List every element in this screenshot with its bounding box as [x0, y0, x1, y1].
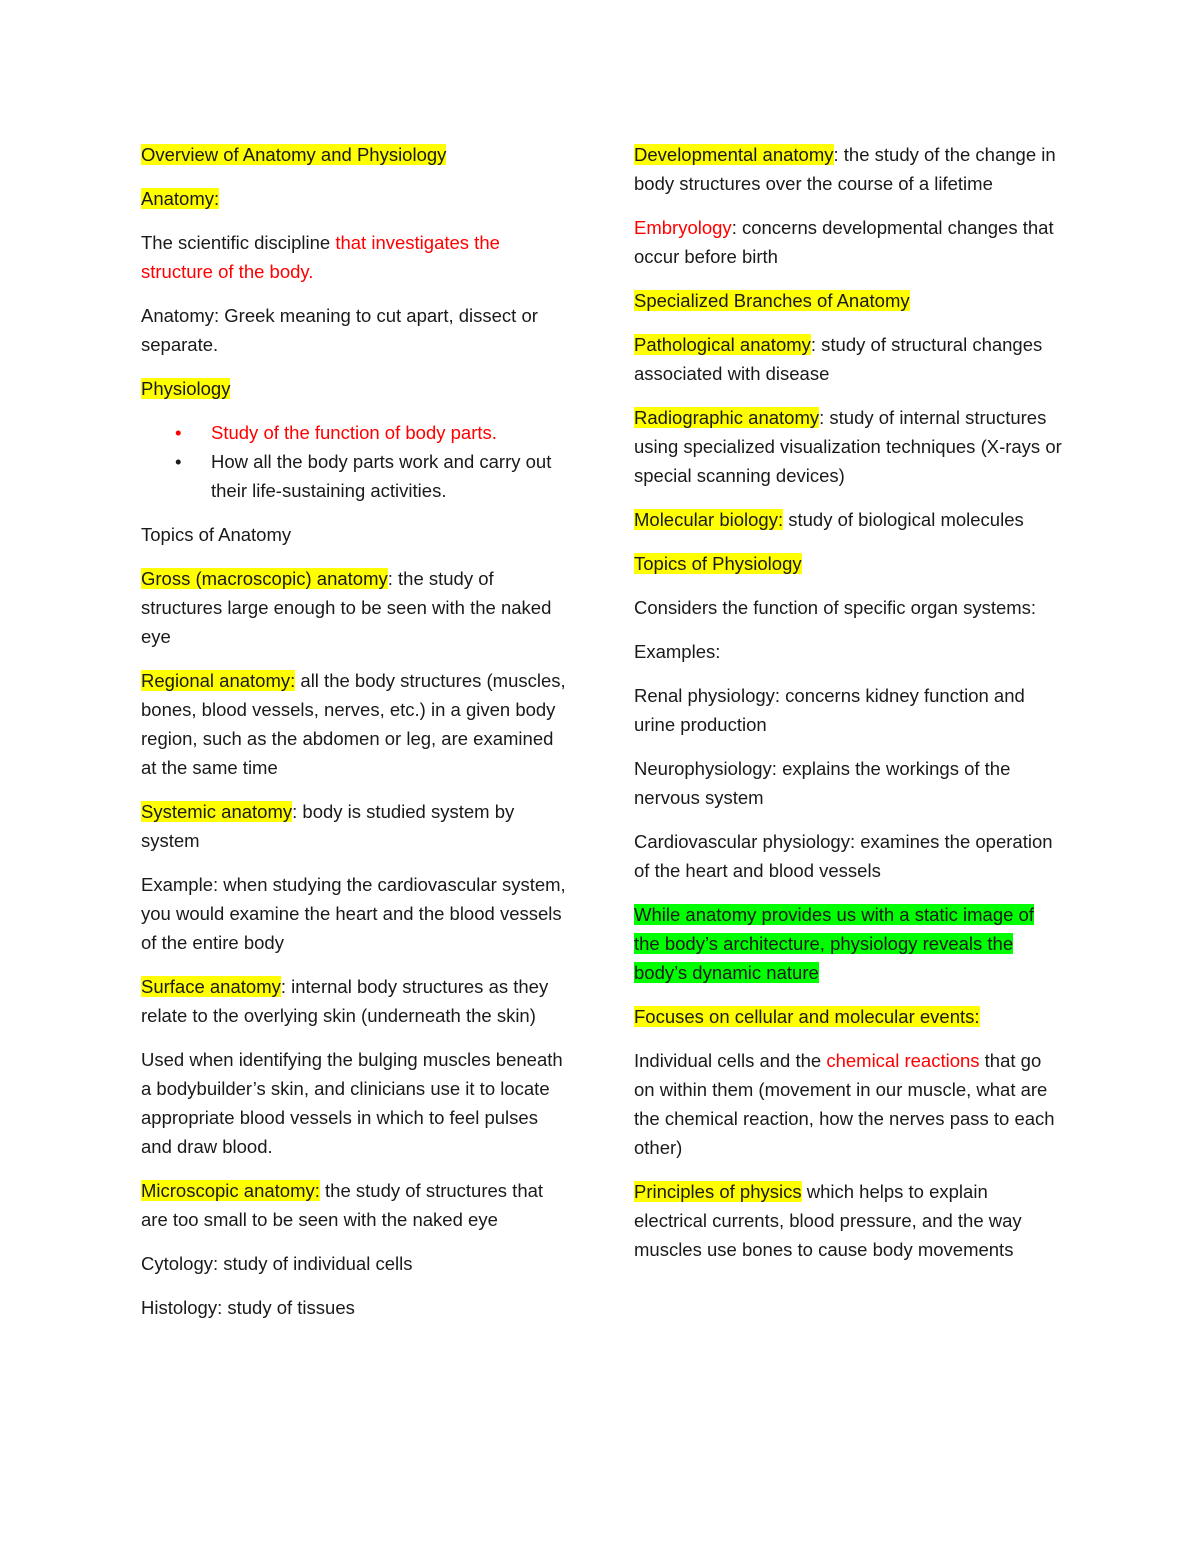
- molecular-biology-entry: Molecular biology: study of biological molecules: [634, 509, 1024, 530]
- focuses-heading: Focuses on cellular and molecular events:: [634, 1006, 980, 1027]
- left-column: [141, 140, 571, 1337]
- topics-of-anatomy-heading: Topics of Anatomy: [141, 524, 292, 545]
- pathological-anatomy-entry: Pathological anatomy: study of structural changes associated with disease: [634, 334, 1043, 384]
- gross-anatomy-entry: Gross (macroscopic) anatomy: the study of structures large enough to be seen with the naked eye: [141, 568, 552, 647]
- cardiovascular-physiology-entry: Cardiovascular physiology: examines the operation of the heart and blood vessels: [634, 831, 1053, 881]
- considers-text: Considers the function of specific organ systems:: [634, 597, 1037, 618]
- developmental-anatomy-entry: Developmental anatomy: the study of the change in body structures over the course of a lifetime: [634, 144, 1056, 194]
- radiographic-anatomy-entry: Radiographic anatomy: study of internal structures using specialized visualization techniques (X-rays or special scanning devices): [634, 407, 1062, 486]
- right-column: [634, 140, 1064, 1279]
- individual-cells-entry: Individual cells and the chemical reactions that go on within them (movement in our muscle, what are the chemical reaction, how the nerves pass to each other): [634, 1050, 1055, 1158]
- neurophysiology-entry: Neurophysiology: explains the workings of the nervous system: [634, 758, 1011, 808]
- specialized-branches-heading: Specialized Branches of Anatomy: [634, 290, 910, 311]
- systemic-example: Example: when studying the cardiovascular system, you would examine the heart and the blood vessels of the entire body: [141, 874, 566, 953]
- examples-label: Examples:: [634, 641, 721, 662]
- microscopic-anatomy-entry: Microscopic anatomy: the study of structures that are too small to be seen with the naked eye: [141, 1180, 544, 1230]
- anatomy-heading: Anatomy:: [141, 188, 220, 209]
- renal-physiology-entry: Renal physiology: concerns kidney function and urine production: [634, 685, 1025, 735]
- anatomy-definition: The scientific discipline that investigates the structure of the body.: [141, 232, 500, 282]
- cytology-entry: Cytology: study of individual cells: [141, 1253, 413, 1274]
- page-title: Overview of Anatomy and Physiology: [141, 144, 447, 165]
- embryology-entry: Embryology: concerns developmental changes that occur before birth: [634, 217, 1054, 267]
- systemic-anatomy-entry: Systemic anatomy: body is studied system by system: [141, 801, 515, 851]
- bullet-icon: •: [175, 451, 182, 472]
- physiology-heading: Physiology: [141, 378, 231, 399]
- principles-of-physics-entry: Principles of physics which helps to explain electrical currents, blood pressure, and the way muscles use bones to cause body movements: [634, 1181, 1022, 1260]
- topics-of-physiology-heading: Topics of Physiology: [634, 553, 802, 574]
- bullet-icon: •: [175, 422, 182, 443]
- list-item: • How all the body parts work and carry out their life-sustaining activities.: [141, 447, 571, 505]
- list-item: • Study of the function of body parts.: [141, 418, 571, 447]
- regional-anatomy-entry: Regional anatomy: all the body structures (muscles, bones, blood vessels, nerves, etc.) in a given body region, such as the abdomen or leg, are examined at the same time: [141, 670, 566, 778]
- histology-entry: Histology: study of tissues: [141, 1297, 355, 1318]
- anatomy-vs-physiology-note: While anatomy provides us with a static image of the body’s architecture, physiology reveals the body’s dynamic nature: [634, 904, 1034, 983]
- anatomy-greek-meaning: Anatomy: Greek meaning to cut apart, dissect or separate.: [141, 305, 538, 355]
- surface-anatomy-entry: Surface anatomy: internal body structures as they relate to the overlying skin (underneath the skin): [141, 976, 549, 1026]
- surface-usage-note: Used when identifying the bulging muscles beneath a bodybuilder’s skin, and clinicians use it to locate appropriate blood vessels in which to feel pulses and draw blood.: [141, 1049, 563, 1157]
- physiology-bullet-list: [141, 418, 571, 505]
